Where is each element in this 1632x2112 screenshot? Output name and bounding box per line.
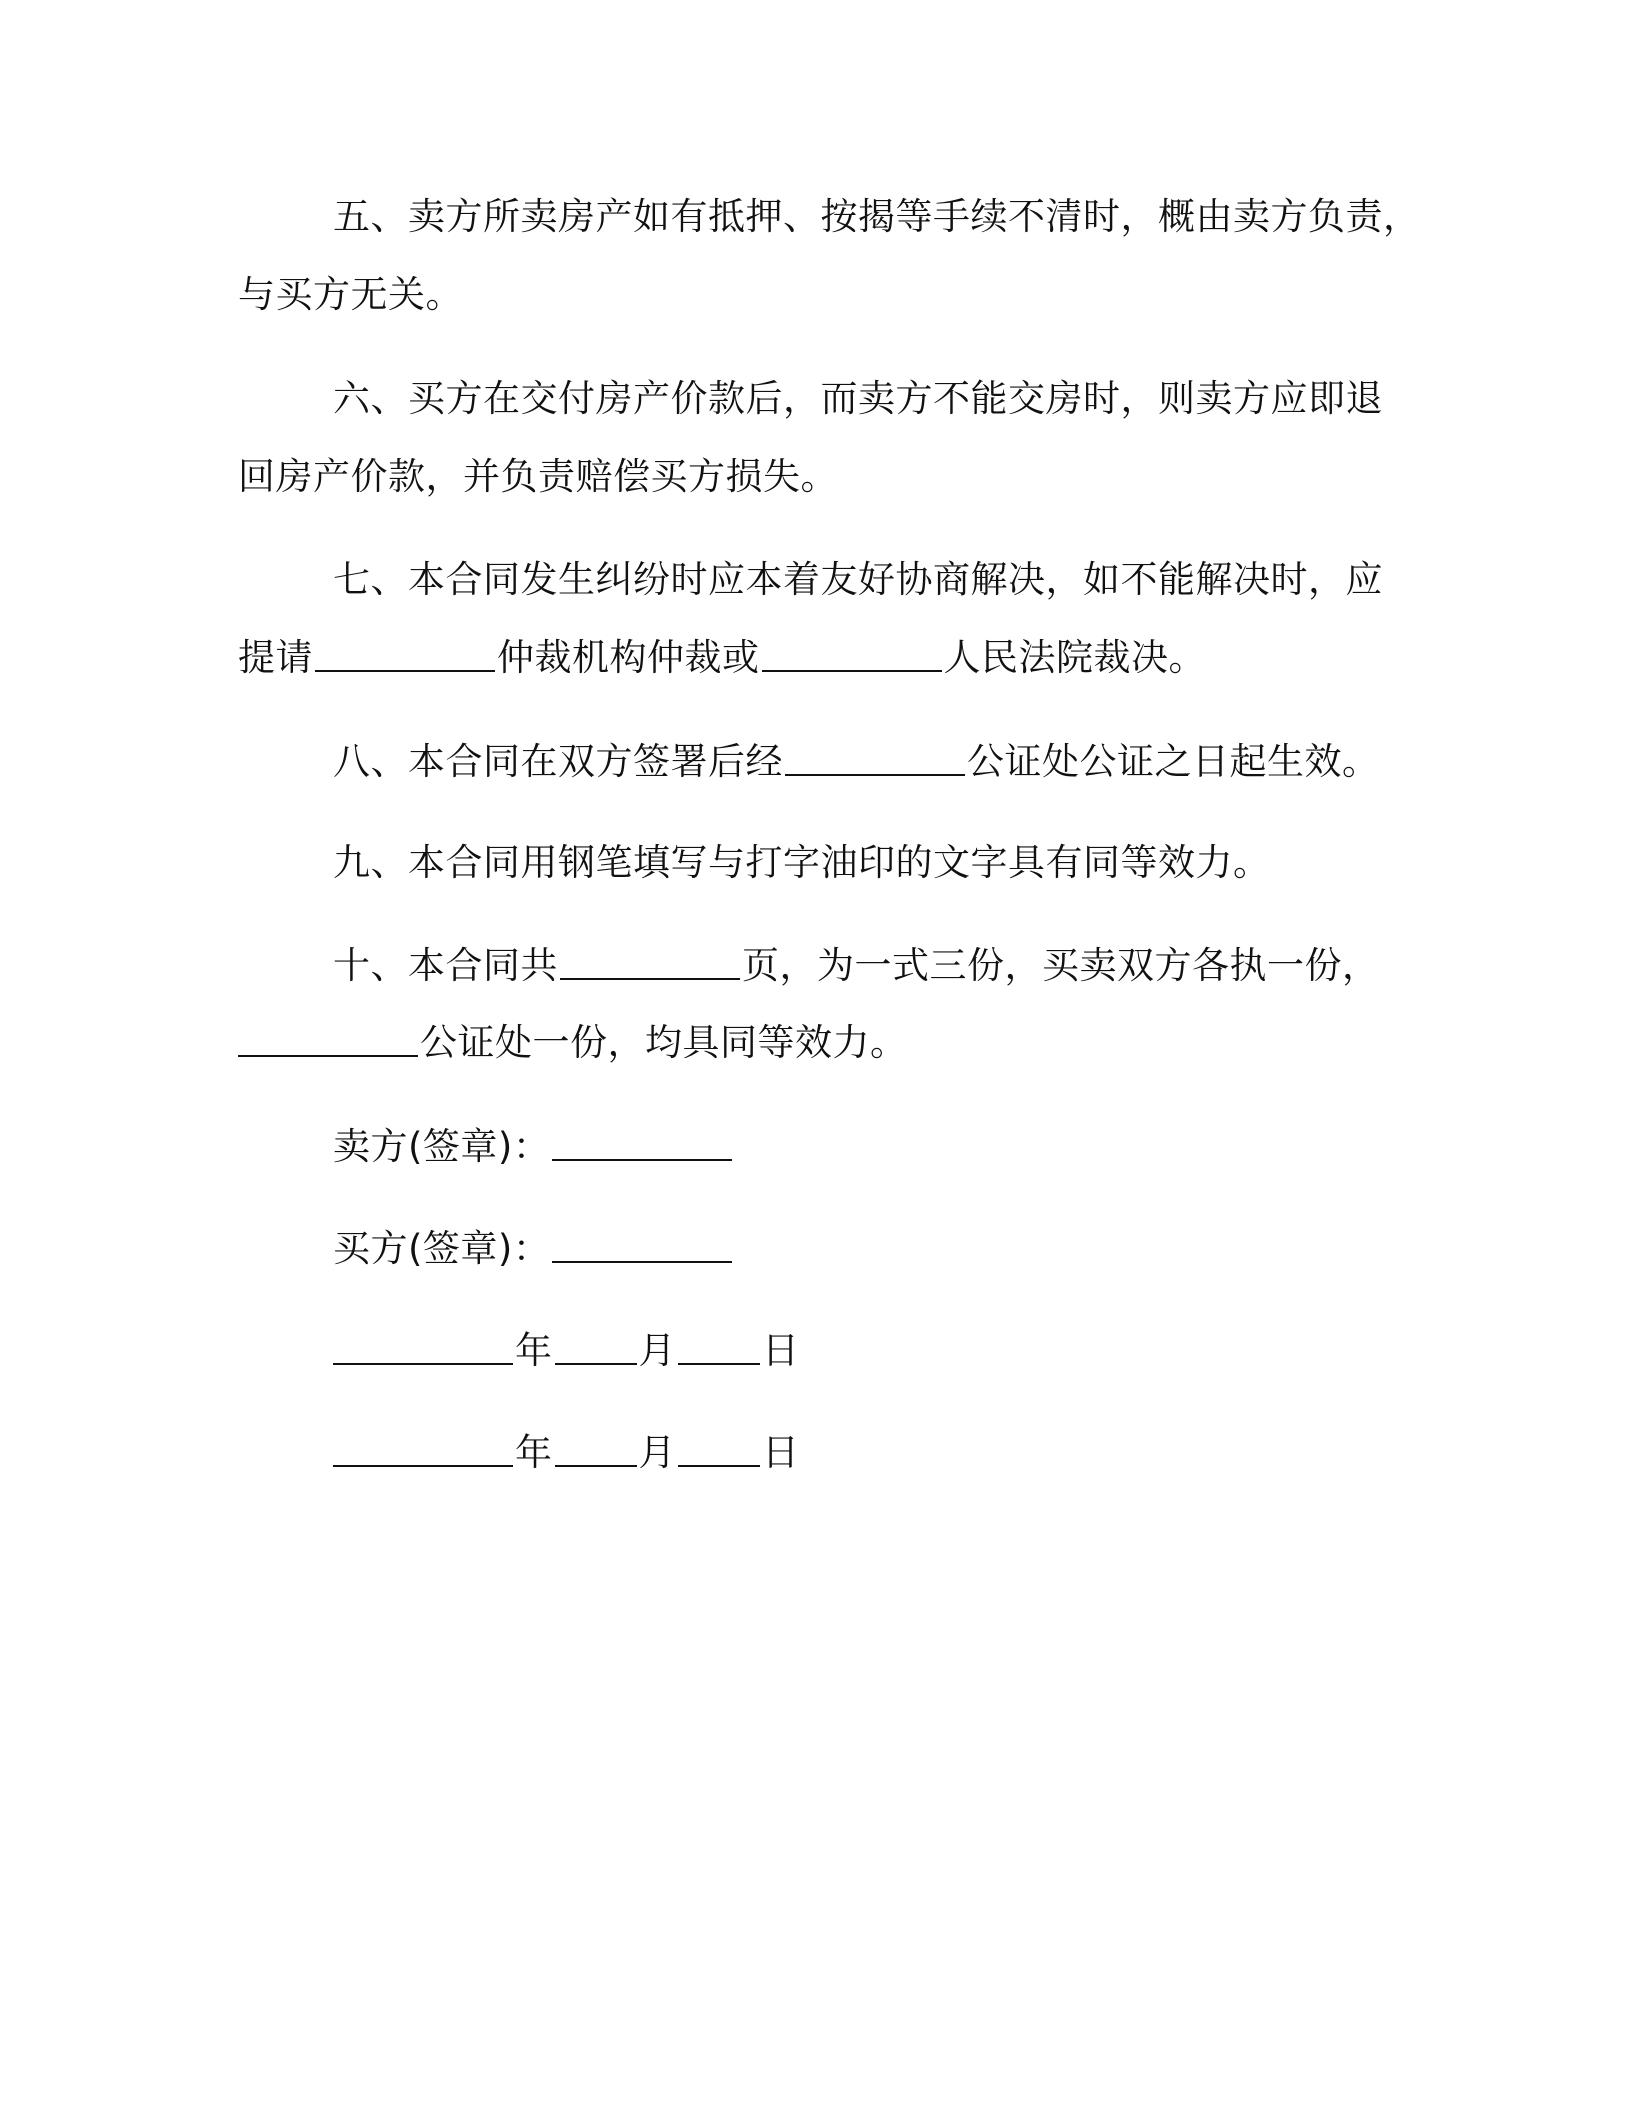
buyer-month-blank[interactable] — [555, 1429, 637, 1467]
arbitration-blank[interactable] — [315, 634, 495, 672]
buyer-year-label: 年 — [515, 1431, 553, 1474]
notary-copy-blank[interactable] — [238, 1019, 418, 1057]
seller-date-line — [0, 1325, 1632, 1375]
buyer-date-line — [0, 1427, 1632, 1477]
clause-7-line-2 — [0, 632, 1632, 682]
seller-signature-line — [0, 1121, 1632, 1171]
clause-10-line-1 — [0, 940, 1632, 990]
seller-year-label: 年 — [515, 1329, 553, 1372]
buyer-day-blank[interactable] — [678, 1429, 760, 1467]
seller-month-blank[interactable] — [555, 1327, 637, 1365]
clause-9-text: 九、本合同用钢笔填写与打字油印的文字具有同等效力。 — [333, 841, 1271, 884]
clause-5-text-2: 与买方无关。 — [238, 273, 463, 316]
seller-signature-label: 卖方(签章)： — [333, 1125, 551, 1168]
clause-8-text-a: 八、本合同在双方签署后经 — [333, 740, 783, 783]
buyer-day-label: 日 — [762, 1431, 800, 1474]
buyer-signature-line — [0, 1223, 1632, 1273]
buyer-year-blank[interactable] — [333, 1429, 513, 1467]
clause-6-text-1: 六、买方在交付房产价款后，而卖方不能交房时，则卖方应即退 — [333, 377, 1383, 420]
clause-10-text-2b: 公证处一份，均具同等效力。 — [420, 1021, 908, 1064]
clause-10-text-1a: 十、本合同共 — [333, 944, 558, 987]
seller-day-blank[interactable] — [678, 1327, 760, 1365]
buyer-signature-blank[interactable] — [552, 1225, 732, 1263]
clause-7-text-2c: 人民法院裁决。 — [943, 636, 1206, 679]
clause-5-text-1: 五、卖方所卖房产如有抵押、按揭等手续不清时，概由卖方负责， — [333, 195, 1421, 238]
clause-5-line-1 — [0, 192, 1632, 242]
buyer-month-label: 月 — [638, 1431, 676, 1474]
clause-8-line — [0, 736, 1632, 786]
clause-6-text-2: 回房产价款，并负责赔偿买方损失。 — [238, 455, 838, 498]
clause-6-line-1 — [0, 374, 1632, 424]
clause-6-line-2 — [0, 452, 1632, 502]
seller-year-blank[interactable] — [333, 1327, 513, 1365]
clause-5-line-2 — [0, 270, 1632, 320]
court-blank[interactable] — [762, 634, 942, 672]
seller-signature-blank[interactable] — [552, 1123, 732, 1161]
notary-office-blank[interactable] — [785, 738, 965, 776]
clause-7-line-1 — [0, 555, 1632, 605]
clause-7-text-2b: 仲裁机构仲裁或 — [497, 636, 760, 679]
seller-month-label: 月 — [638, 1329, 676, 1372]
buyer-signature-label: 买方(签章)： — [333, 1227, 551, 1270]
seller-day-label: 日 — [762, 1329, 800, 1372]
page-count-blank[interactable] — [560, 942, 740, 980]
clause-10-line-2 — [0, 1017, 1632, 1067]
clause-7-text-1: 七、本合同发生纠纷时应本着友好协商解决，如不能解决时，应 — [333, 558, 1383, 601]
clause-7-text-2a: 提请 — [238, 636, 313, 679]
clause-10-text-1b: 页，为一式三份，买卖双方各执一份， — [742, 944, 1380, 987]
clause-9-line — [0, 838, 1632, 888]
clause-8-text-b: 公证处公证之日起生效。 — [967, 740, 1380, 783]
